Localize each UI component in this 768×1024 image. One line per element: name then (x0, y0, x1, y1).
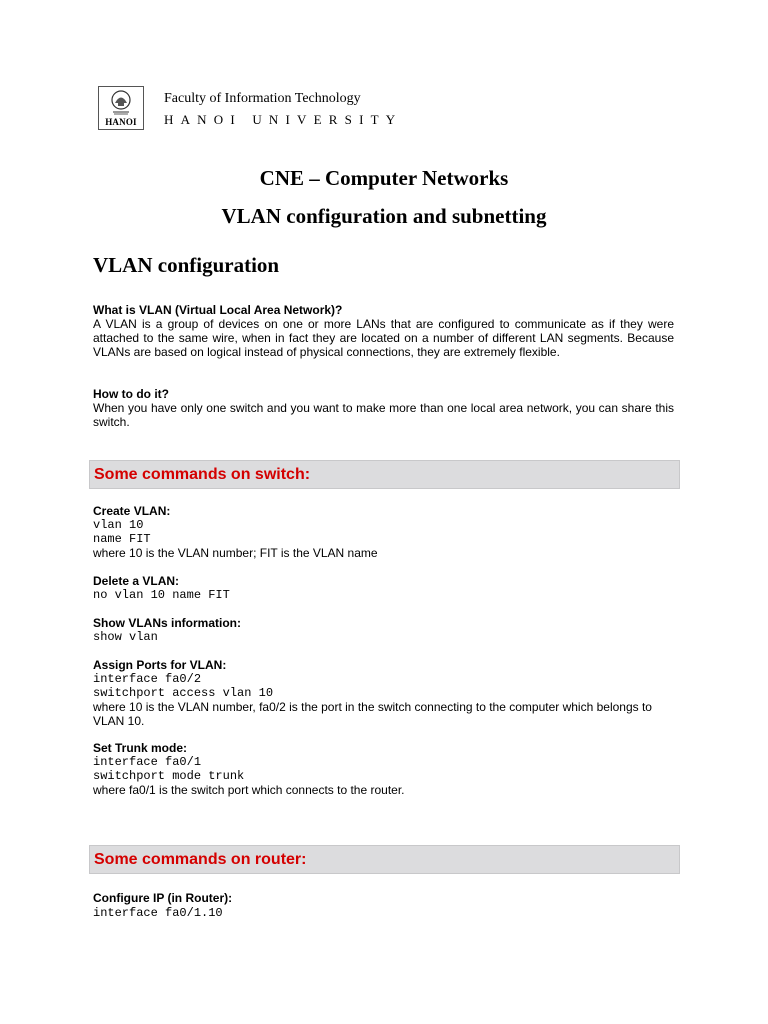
interface-fa02-command: interface fa0/2 (93, 672, 202, 686)
interface-subinterface-command: interface fa0/1.10 (93, 906, 223, 920)
assign-ports-heading: Assign Ports for VLAN: (93, 658, 227, 672)
university-emblem-icon (99, 87, 143, 117)
trunk-mode-note: where fa0/1 is the switch port which connects to the router. (93, 783, 405, 797)
what-is-vlan-heading: What is VLAN (Virtual Local Area Network)? (93, 303, 343, 317)
topic-title: VLAN configuration and subnetting (221, 204, 547, 228)
switch-commands-title: Some commands on switch: (94, 466, 311, 483)
create-vlan-heading: Create VLAN: (93, 504, 171, 518)
configure-ip-heading: Configure IP (in Router): (93, 891, 233, 905)
router-commands-title: Some commands on router: (94, 851, 307, 868)
delete-vlan-command: no vlan 10 name FIT (93, 588, 230, 602)
trunk-mode-heading: Set Trunk mode: (93, 741, 188, 755)
switchport-trunk-command: switchport mode trunk (93, 769, 245, 783)
course-title: CNE – Computer Networks (259, 166, 509, 190)
router-commands-banner (89, 845, 680, 874)
show-vlans-heading: Show VLANs information: (93, 616, 241, 630)
how-to-do-it-paragraph: When you have only one switch and you want to make more than one local area network, you can share this switch. (93, 401, 674, 429)
logo-label: HANOI (105, 117, 137, 127)
what-is-vlan-paragraph: A VLAN is a group of devices on one or more LANs that are configured to communicate as if they were attached to the same wire, when in fact they are located on a number of different LAN segments. Because VLANs are based on logical instead of physical connections, they are extremely flexible. (93, 317, 674, 359)
name-vlan-command: name FIT (93, 532, 151, 546)
assign-ports-note: where 10 is the VLAN number, fa0/2 is the port in the switch connecting to the computer which belongs to VLAN 10. (93, 700, 652, 728)
switch-commands-banner (89, 460, 680, 489)
show-vlan-command: show vlan (93, 630, 158, 644)
create-vlan-command: vlan 10 (93, 518, 144, 532)
create-vlan-note: where 10 is the VLAN number; FIT is the VLAN name (93, 546, 378, 560)
delete-vlan-heading: Delete a VLAN: (93, 574, 180, 588)
how-to-do-it-heading: How to do it? (93, 387, 169, 401)
section-title-vlan-configuration: VLAN configuration (93, 253, 280, 277)
switchport-access-command: switchport access vlan 10 (93, 686, 274, 700)
university-name: HANOI UNIVERSITY (164, 112, 403, 127)
faculty-name: Faculty of Information Technology (164, 91, 361, 106)
interface-fa01-command: interface fa0/1 (93, 755, 202, 769)
hanoi-university-logo (98, 86, 144, 130)
